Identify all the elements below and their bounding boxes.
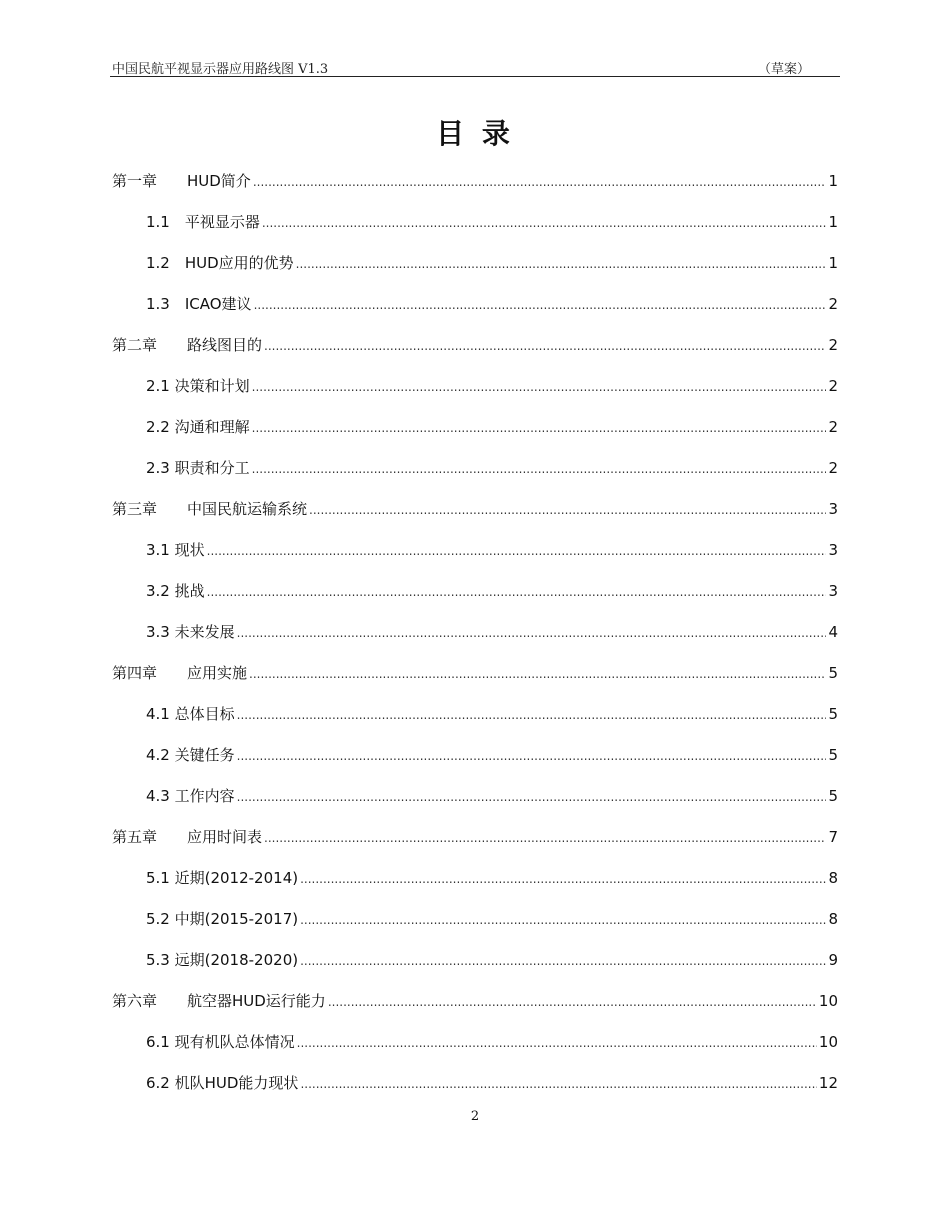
toc-entry-page: 8 bbox=[828, 909, 838, 928]
toc-section-entry[interactable] bbox=[112, 693, 838, 734]
toc-dot-leader bbox=[207, 544, 827, 558]
toc-section-entry[interactable] bbox=[112, 447, 838, 488]
toc-chapter-entry[interactable] bbox=[112, 652, 838, 693]
toc-dot-leader bbox=[252, 380, 827, 394]
toc-dot-leader bbox=[300, 1077, 816, 1091]
toc-section-entry[interactable] bbox=[112, 283, 838, 324]
toc-entry-page: 10 bbox=[818, 1032, 838, 1051]
toc-dot-leader bbox=[237, 708, 827, 722]
toc-dot-leader bbox=[237, 626, 827, 640]
toc-entry-label: 4.2 关键任务 bbox=[146, 746, 235, 764]
header-document-title: 中国民航平视显示器应用路线图 V1.3 bbox=[112, 62, 329, 77]
running-header bbox=[110, 52, 840, 77]
toc-entry-label: 第一章 HUD简介 bbox=[112, 172, 251, 190]
toc-entry-label: 4.3 工作内容 bbox=[146, 787, 235, 805]
toc-entry-page: 5 bbox=[828, 745, 838, 764]
toc-section-entry[interactable] bbox=[112, 570, 838, 611]
toc-entry-label: 5.2 中期(2015-2017) bbox=[146, 910, 299, 928]
toc-dot-leader bbox=[237, 749, 827, 763]
toc-section-entry[interactable] bbox=[112, 611, 838, 652]
toc-dot-leader bbox=[297, 1036, 817, 1050]
toc-entry-label: 1.3 ICAO建议 bbox=[146, 295, 252, 313]
toc-dot-leader bbox=[237, 790, 827, 804]
toc-entry-page: 2 bbox=[828, 458, 838, 477]
toc-entry-label: 第四章 应用实施 bbox=[112, 664, 248, 682]
toc-entry-page: 1 bbox=[828, 212, 838, 231]
toc-dot-leader bbox=[254, 298, 827, 312]
toc-title: 目 录 bbox=[436, 117, 514, 150]
toc-dot-leader bbox=[300, 954, 826, 968]
toc-section-entry[interactable] bbox=[112, 939, 838, 980]
toc-section-entry[interactable] bbox=[112, 242, 838, 283]
toc-entry-label: 6.2 机队HUD能力现状 bbox=[146, 1074, 299, 1092]
toc-entry-page: 9 bbox=[828, 950, 838, 969]
toc-dot-leader bbox=[253, 175, 827, 189]
toc-section-entry[interactable] bbox=[112, 406, 838, 447]
toc-entry-label: 4.1 总体目标 bbox=[146, 705, 235, 723]
toc-entry-page: 4 bbox=[828, 622, 838, 641]
toc-entry-page: 2 bbox=[828, 335, 838, 354]
toc-section-entry[interactable] bbox=[112, 365, 838, 406]
toc-section-entry[interactable] bbox=[112, 201, 838, 242]
toc-section-entry[interactable] bbox=[112, 1062, 838, 1103]
header-draft-label: （草案） bbox=[757, 62, 810, 77]
toc-entry-page: 5 bbox=[828, 704, 838, 723]
toc-entry-label: 1.1 平视显示器 bbox=[146, 213, 260, 231]
toc-entry-page: 5 bbox=[828, 663, 838, 682]
toc-dot-leader bbox=[309, 503, 826, 517]
toc-entry-page: 10 bbox=[818, 991, 838, 1010]
toc-entry-page: 3 bbox=[828, 540, 838, 559]
toc-entry-label: 3.1 现状 bbox=[146, 541, 205, 559]
toc-chapter-entry[interactable] bbox=[112, 160, 838, 201]
toc-dot-leader bbox=[252, 421, 827, 435]
page-number: 2 bbox=[470, 1109, 480, 1124]
toc-entry-label: 1.2 HUD应用的优势 bbox=[146, 254, 294, 272]
toc-dot-leader bbox=[264, 831, 826, 845]
toc-section-entry[interactable] bbox=[112, 857, 838, 898]
toc-dot-leader bbox=[249, 667, 826, 681]
toc-section-entry[interactable] bbox=[112, 775, 838, 816]
toc-dot-leader bbox=[262, 216, 827, 230]
toc-entry-page: 3 bbox=[828, 581, 838, 600]
toc-entry-page: 1 bbox=[828, 253, 838, 272]
toc-dot-leader bbox=[264, 339, 826, 353]
toc-entry-page: 7 bbox=[828, 827, 838, 846]
toc-entry-label: 6.1 现有机队总体情况 bbox=[146, 1033, 295, 1051]
toc-entry-label: 3.2 挑战 bbox=[146, 582, 205, 600]
toc-entry-label: 2.1 决策和计划 bbox=[146, 377, 250, 395]
table-of-contents bbox=[112, 160, 838, 1103]
toc-entry-page: 3 bbox=[828, 499, 838, 518]
toc-section-entry[interactable] bbox=[112, 898, 838, 939]
toc-section-entry[interactable] bbox=[112, 734, 838, 775]
toc-entry-page: 2 bbox=[828, 376, 838, 395]
toc-chapter-entry[interactable] bbox=[112, 488, 838, 529]
toc-entry-label: 2.2 沟通和理解 bbox=[146, 418, 250, 436]
toc-entry-label: 第二章 路线图目的 bbox=[112, 336, 263, 354]
toc-section-entry[interactable] bbox=[112, 1021, 838, 1062]
toc-dot-leader bbox=[328, 995, 817, 1009]
toc-chapter-entry[interactable] bbox=[112, 324, 838, 365]
toc-entry-label: 第三章 中国民航运输系统 bbox=[112, 500, 308, 518]
toc-entry-page: 12 bbox=[818, 1073, 838, 1092]
toc-chapter-entry[interactable] bbox=[112, 816, 838, 857]
toc-entry-label: 3.3 未来发展 bbox=[146, 623, 235, 641]
toc-dot-leader bbox=[296, 257, 827, 271]
toc-section-entry[interactable] bbox=[112, 529, 838, 570]
toc-entry-page: 2 bbox=[828, 417, 838, 436]
toc-dot-leader bbox=[207, 585, 827, 599]
toc-entry-label: 2.3 职责和分工 bbox=[146, 459, 250, 477]
toc-entry-page: 1 bbox=[828, 171, 838, 190]
toc-chapter-entry[interactable] bbox=[112, 980, 838, 1021]
toc-entry-label: 第六章 航空器HUD运行能力 bbox=[112, 992, 326, 1010]
toc-entry-page: 5 bbox=[828, 786, 838, 805]
toc-entry-page: 8 bbox=[828, 868, 838, 887]
toc-entry-label: 5.1 近期(2012-2014) bbox=[146, 869, 299, 887]
toc-entry-label: 5.3 远期(2018-2020) bbox=[146, 951, 299, 969]
toc-entry-page: 2 bbox=[828, 294, 838, 313]
toc-entry-label: 第五章 应用时间表 bbox=[112, 828, 263, 846]
toc-dot-leader bbox=[300, 872, 826, 886]
toc-dot-leader bbox=[252, 462, 827, 476]
toc-dot-leader bbox=[300, 913, 826, 927]
